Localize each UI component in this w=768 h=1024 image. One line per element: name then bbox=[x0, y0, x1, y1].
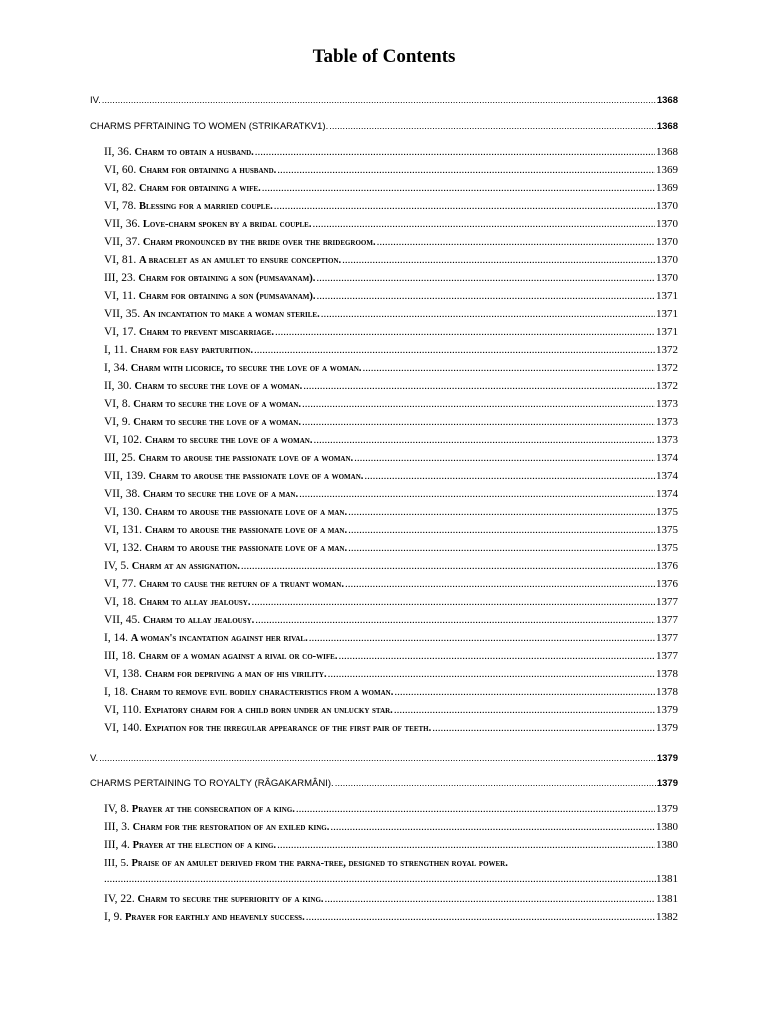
entry-page: 1374 bbox=[656, 488, 678, 500]
entry-title: Praise of an amulet derived from the parna-tree, designed to strengthen royal power. bbox=[131, 858, 508, 869]
entry-title: Prayer for earthly and heavenly success. bbox=[124, 912, 305, 923]
entry-page: 1371 bbox=[656, 290, 678, 302]
toc-entry[interactable] bbox=[104, 911, 678, 923]
toc-entry[interactable] bbox=[104, 506, 678, 518]
entry-title: Charm to cause the return of a truant woman. bbox=[139, 579, 344, 590]
entry-page: 1381 bbox=[656, 893, 678, 905]
entry-page: 1378 bbox=[656, 668, 678, 680]
dot-leader bbox=[254, 344, 655, 356]
toc-entry[interactable] bbox=[104, 218, 678, 230]
entry-ref: III, 25. bbox=[104, 452, 136, 464]
entry-ref: VI, 102. bbox=[104, 434, 143, 446]
entry-page: 1378 bbox=[656, 686, 678, 698]
entry-page: 1377 bbox=[656, 614, 678, 626]
entry-ref: VI, 9. bbox=[104, 416, 131, 428]
entry-page: 1368 bbox=[656, 146, 678, 158]
entry-ref: II, 36. bbox=[104, 146, 132, 158]
entry-page: 1376 bbox=[656, 560, 678, 572]
section-label: CHARMS PFRTAINING TO WOMEN (STRIKARATKV1). bbox=[90, 121, 329, 132]
entry-page: 1381 bbox=[656, 873, 678, 885]
toc-entry[interactable] bbox=[104, 146, 678, 158]
toc-entry[interactable] bbox=[104, 524, 678, 536]
entry-title: Charm for obtaining a husband. bbox=[139, 165, 277, 176]
entry-page: 1377 bbox=[656, 632, 678, 644]
dot-leader bbox=[277, 839, 655, 851]
entry-ref: VI, 8. bbox=[104, 398, 131, 410]
entry-page: 1374 bbox=[656, 452, 678, 464]
entry-page: 1371 bbox=[656, 326, 678, 338]
entry-page: 1373 bbox=[656, 416, 678, 428]
entry-title: Prayer at the consecration of a king. bbox=[131, 804, 295, 815]
toc-entry[interactable] bbox=[104, 254, 678, 266]
entry-title: Charm to secure the love of a woman. bbox=[133, 417, 301, 428]
toc-entry[interactable] bbox=[104, 182, 678, 194]
entry-title: Charm to secure the love of a woman. bbox=[144, 435, 313, 446]
section-label: V. bbox=[90, 753, 99, 764]
entry-ref: VII, 36. bbox=[104, 218, 141, 230]
dot-leader bbox=[274, 200, 655, 212]
entry-title: Charm to secure the love of a woman. bbox=[133, 399, 301, 410]
entry-page: 1373 bbox=[656, 434, 678, 446]
dot-leader bbox=[317, 290, 655, 302]
entry-page: 1375 bbox=[656, 524, 678, 536]
entry-ref: VI, 81. bbox=[104, 254, 137, 266]
entry-page: 1374 bbox=[656, 470, 678, 482]
dot-leader bbox=[338, 650, 655, 662]
toc-entry[interactable] bbox=[104, 704, 678, 716]
entry-ref: II, 30. bbox=[104, 380, 132, 392]
section-label: IV. bbox=[90, 95, 101, 106]
entry-ref: VI, 17. bbox=[104, 326, 137, 338]
entry-ref: III, 23. bbox=[104, 272, 136, 284]
toc-entry[interactable] bbox=[104, 326, 678, 338]
entry-title: Prayer at the election of a king. bbox=[132, 840, 277, 851]
toc-entry[interactable] bbox=[104, 857, 678, 885]
toc-entry[interactable] bbox=[104, 803, 678, 815]
dot-leader bbox=[321, 308, 655, 320]
toc-entry[interactable] bbox=[104, 452, 678, 464]
toc-entry[interactable] bbox=[104, 362, 678, 374]
entry-page: 1370 bbox=[656, 236, 678, 248]
section-label: CHARMS PERTAINING TO ROYALTY (RÂGAKARMÂNI). bbox=[90, 778, 334, 789]
entry-ref: I, 9. bbox=[104, 911, 123, 923]
toc-section-v[interactable] bbox=[90, 753, 678, 764]
entry-ref: VI, 140. bbox=[104, 722, 143, 734]
entry-title: Charm to arouse the passionate love of a woman. bbox=[138, 453, 354, 464]
dot-leader bbox=[302, 398, 655, 410]
entry-title: Charm to arouse the passionate love of a man. bbox=[144, 525, 348, 536]
entry-ref: VII, 139. bbox=[104, 470, 146, 482]
toc-entry[interactable] bbox=[104, 164, 678, 176]
entry-title: Charm to secure the love of a man. bbox=[142, 489, 299, 500]
entry-page: 1371 bbox=[656, 308, 678, 320]
entry-title: Charm at an assignation. bbox=[131, 561, 240, 572]
entry-ref: I, 34. bbox=[104, 362, 128, 374]
entry-page: 1369 bbox=[656, 164, 678, 176]
dot-leader bbox=[302, 416, 655, 428]
entry-page: 1377 bbox=[656, 596, 678, 608]
entry-page: 1382 bbox=[656, 911, 678, 923]
entry-page: 1375 bbox=[656, 542, 678, 554]
dot-leader bbox=[99, 753, 656, 764]
entry-ref: VII, 38. bbox=[104, 488, 141, 500]
dot-leader bbox=[329, 121, 656, 132]
entry-title: Charm with licorice, to secure the love of a woman. bbox=[130, 363, 362, 374]
toc-entry[interactable] bbox=[104, 380, 678, 392]
toc-entry[interactable] bbox=[104, 470, 678, 482]
toc-entry[interactable] bbox=[104, 344, 678, 356]
entry-title: Charm to remove evil bodily characteristics from a woman. bbox=[130, 687, 394, 698]
entry-page: 1375 bbox=[656, 506, 678, 518]
dot-leader bbox=[299, 488, 655, 500]
toc-entry[interactable] bbox=[104, 839, 678, 851]
entry-page: 1379 bbox=[656, 803, 678, 815]
entry-title: Charm for obtaining a wife. bbox=[139, 183, 261, 194]
dot-leader bbox=[262, 182, 655, 194]
dot-leader bbox=[330, 821, 655, 833]
entry-page: 1379 bbox=[656, 722, 678, 734]
entry-page: 1379 bbox=[656, 704, 678, 716]
toc-entry[interactable] bbox=[104, 272, 678, 284]
dot-leader bbox=[104, 873, 656, 885]
section-page: 1379 bbox=[656, 753, 678, 764]
entry-page: 1380 bbox=[656, 839, 678, 851]
dot-leader bbox=[255, 146, 655, 158]
entry-page: 1369 bbox=[656, 182, 678, 194]
dot-leader bbox=[348, 542, 655, 554]
dot-leader bbox=[342, 254, 655, 266]
toc-entry[interactable] bbox=[104, 686, 678, 698]
toc-entry[interactable] bbox=[104, 596, 678, 608]
entry-ref: I, 18. bbox=[104, 686, 128, 698]
entry-title: Charm to allay jealousy. bbox=[139, 597, 251, 608]
entry-title: Charm to secure the superiority of a king. bbox=[137, 894, 324, 905]
toc-entry[interactable] bbox=[104, 308, 678, 320]
toc-entry[interactable] bbox=[104, 821, 678, 833]
dot-leader bbox=[316, 272, 655, 284]
toc-entry[interactable] bbox=[104, 578, 678, 590]
entry-ref: VI, 77. bbox=[104, 578, 137, 590]
toc-entry[interactable] bbox=[104, 560, 678, 572]
dot-leader bbox=[251, 596, 655, 608]
entry-ref: I, 11. bbox=[104, 344, 128, 356]
entry-ref: VI, 82. bbox=[104, 182, 137, 194]
entry-title: Charm of a woman against a rival or co-wife. bbox=[138, 651, 338, 662]
entry-ref: IV, 5. bbox=[104, 560, 130, 572]
entry-ref: III, 18. bbox=[104, 650, 136, 662]
entry-ref: VII, 45. bbox=[104, 614, 141, 626]
entry-title: Charm for easy parturition. bbox=[130, 345, 253, 356]
dot-leader bbox=[275, 326, 655, 338]
entry-title: Charm for obtaining a son (pumsavanam). bbox=[138, 273, 316, 284]
entry-title: Charm to arouse the passionate love of a man. bbox=[144, 507, 348, 518]
entry-title: Love-charm spoken by a bridal couple. bbox=[142, 219, 312, 230]
section-page: 1368 bbox=[656, 95, 678, 106]
dot-leader bbox=[313, 434, 655, 446]
dot-leader bbox=[306, 911, 655, 923]
entry-ref: VI, 130. bbox=[104, 506, 143, 518]
entry-title: Charm for obtaining a son (pumsavanam). bbox=[138, 291, 316, 302]
toc-entry[interactable] bbox=[104, 668, 678, 680]
dot-leader bbox=[348, 506, 655, 518]
entry-page: 1370 bbox=[656, 200, 678, 212]
entry-ref: VI, 78. bbox=[104, 200, 137, 212]
dot-leader bbox=[394, 686, 655, 698]
entry-ref: VI, 11. bbox=[104, 290, 136, 302]
dot-leader bbox=[364, 470, 655, 482]
entry-page: 1372 bbox=[656, 380, 678, 392]
toc-entry[interactable] bbox=[104, 614, 678, 626]
dot-leader bbox=[241, 560, 655, 572]
entry-title: Expiatory charm for a child born under an unlucky star. bbox=[144, 705, 393, 716]
entry-ref: III, 3. bbox=[104, 821, 130, 833]
entry-ref: IV, 8. bbox=[104, 803, 130, 815]
entry-title: A bracelet as an amulet to ensure conception. bbox=[139, 255, 342, 266]
entry-page: 1370 bbox=[656, 272, 678, 284]
entry-ref: VI, 60. bbox=[104, 164, 137, 176]
entry-ref: VI, 110. bbox=[104, 704, 142, 716]
toc-entry[interactable] bbox=[104, 722, 678, 734]
entry-page: 1377 bbox=[656, 650, 678, 662]
entry-ref: VI, 138. bbox=[104, 668, 143, 680]
dot-leader bbox=[303, 380, 655, 392]
entry-ref: IV, 22. bbox=[104, 893, 135, 905]
dot-leader bbox=[377, 236, 655, 248]
entry-page: 1376 bbox=[656, 578, 678, 590]
dot-leader bbox=[345, 578, 655, 590]
dot-leader bbox=[432, 722, 655, 734]
toc-entry[interactable] bbox=[104, 542, 678, 554]
entry-page: 1372 bbox=[656, 362, 678, 374]
dot-leader bbox=[277, 164, 655, 176]
toc-entry[interactable] bbox=[104, 290, 678, 302]
dot-leader bbox=[325, 893, 655, 905]
dot-leader bbox=[394, 704, 655, 716]
toc-entry[interactable] bbox=[104, 632, 678, 644]
entry-ref: III, 4. bbox=[104, 839, 130, 851]
entry-ref: VI, 131. bbox=[104, 524, 143, 536]
entry-ref: VII, 37. bbox=[104, 236, 141, 248]
dot-leader bbox=[354, 452, 655, 464]
toc-entry[interactable] bbox=[104, 236, 678, 248]
entry-title: Charm for the restoration of an exiled king. bbox=[132, 822, 330, 833]
entry-title: Expiation for the irregular appearance of the first pair of teeth. bbox=[144, 723, 432, 734]
dot-leader bbox=[328, 668, 655, 680]
page-title: Table of Contents bbox=[312, 46, 456, 67]
entry-page: 1372 bbox=[656, 344, 678, 356]
toc-section-royalty[interactable] bbox=[90, 778, 678, 789]
dot-leader bbox=[348, 524, 655, 536]
entry-ref: I, 14. bbox=[104, 632, 128, 644]
dot-leader bbox=[363, 362, 655, 374]
toc-entry[interactable] bbox=[104, 434, 678, 446]
toc-entry[interactable] bbox=[104, 398, 678, 410]
entry-title: Charm for depriving a man of his virility. bbox=[144, 669, 327, 680]
section-page: 1379 bbox=[656, 778, 678, 789]
dot-leader bbox=[309, 632, 655, 644]
entry-ref: III, 5. bbox=[104, 857, 129, 869]
dot-leader bbox=[102, 95, 656, 106]
dot-leader bbox=[255, 614, 655, 626]
entry-title: A woman's incantation against her rival. bbox=[130, 633, 308, 644]
toc-entry[interactable] bbox=[104, 200, 678, 212]
entry-title: Charm to obtain a husband. bbox=[134, 147, 254, 158]
section-page: 1368 bbox=[656, 121, 678, 132]
entry-ref: VI, 18. bbox=[104, 596, 137, 608]
toc-entry[interactable] bbox=[104, 416, 678, 428]
entry-ref: VII, 35. bbox=[104, 308, 141, 320]
entry-page: 1370 bbox=[656, 218, 678, 230]
toc-entry[interactable] bbox=[104, 488, 678, 500]
entry-ref: VI, 132. bbox=[104, 542, 143, 554]
toc-section-iv[interactable] bbox=[90, 95, 678, 106]
toc-entry[interactable] bbox=[104, 650, 678, 662]
entry-title: Blessing for a married couple. bbox=[139, 201, 273, 212]
entry-title: Charm pronounced by the bride over the bridegroom. bbox=[142, 237, 376, 248]
entry-title: An incantation to make a woman sterile. bbox=[142, 309, 320, 320]
entry-title: Charm to secure the love of a woman. bbox=[134, 381, 303, 392]
entry-title: Charm to arouse the passionate love of a woman. bbox=[148, 471, 364, 482]
toc-section-women[interactable] bbox=[90, 121, 678, 132]
entry-page: 1373 bbox=[656, 398, 678, 410]
dot-leader bbox=[335, 778, 656, 789]
entry-title: Charm to prevent miscarriage. bbox=[139, 327, 275, 338]
entry-title: Charm to arouse the passionate love of a man. bbox=[144, 543, 348, 554]
entry-page: 1380 bbox=[656, 821, 678, 833]
dot-leader bbox=[296, 803, 655, 815]
entry-title: Charm to allay jealousy. bbox=[142, 615, 255, 626]
toc-entry[interactable] bbox=[104, 893, 678, 905]
entry-page: 1370 bbox=[656, 254, 678, 266]
dot-leader bbox=[312, 218, 655, 230]
